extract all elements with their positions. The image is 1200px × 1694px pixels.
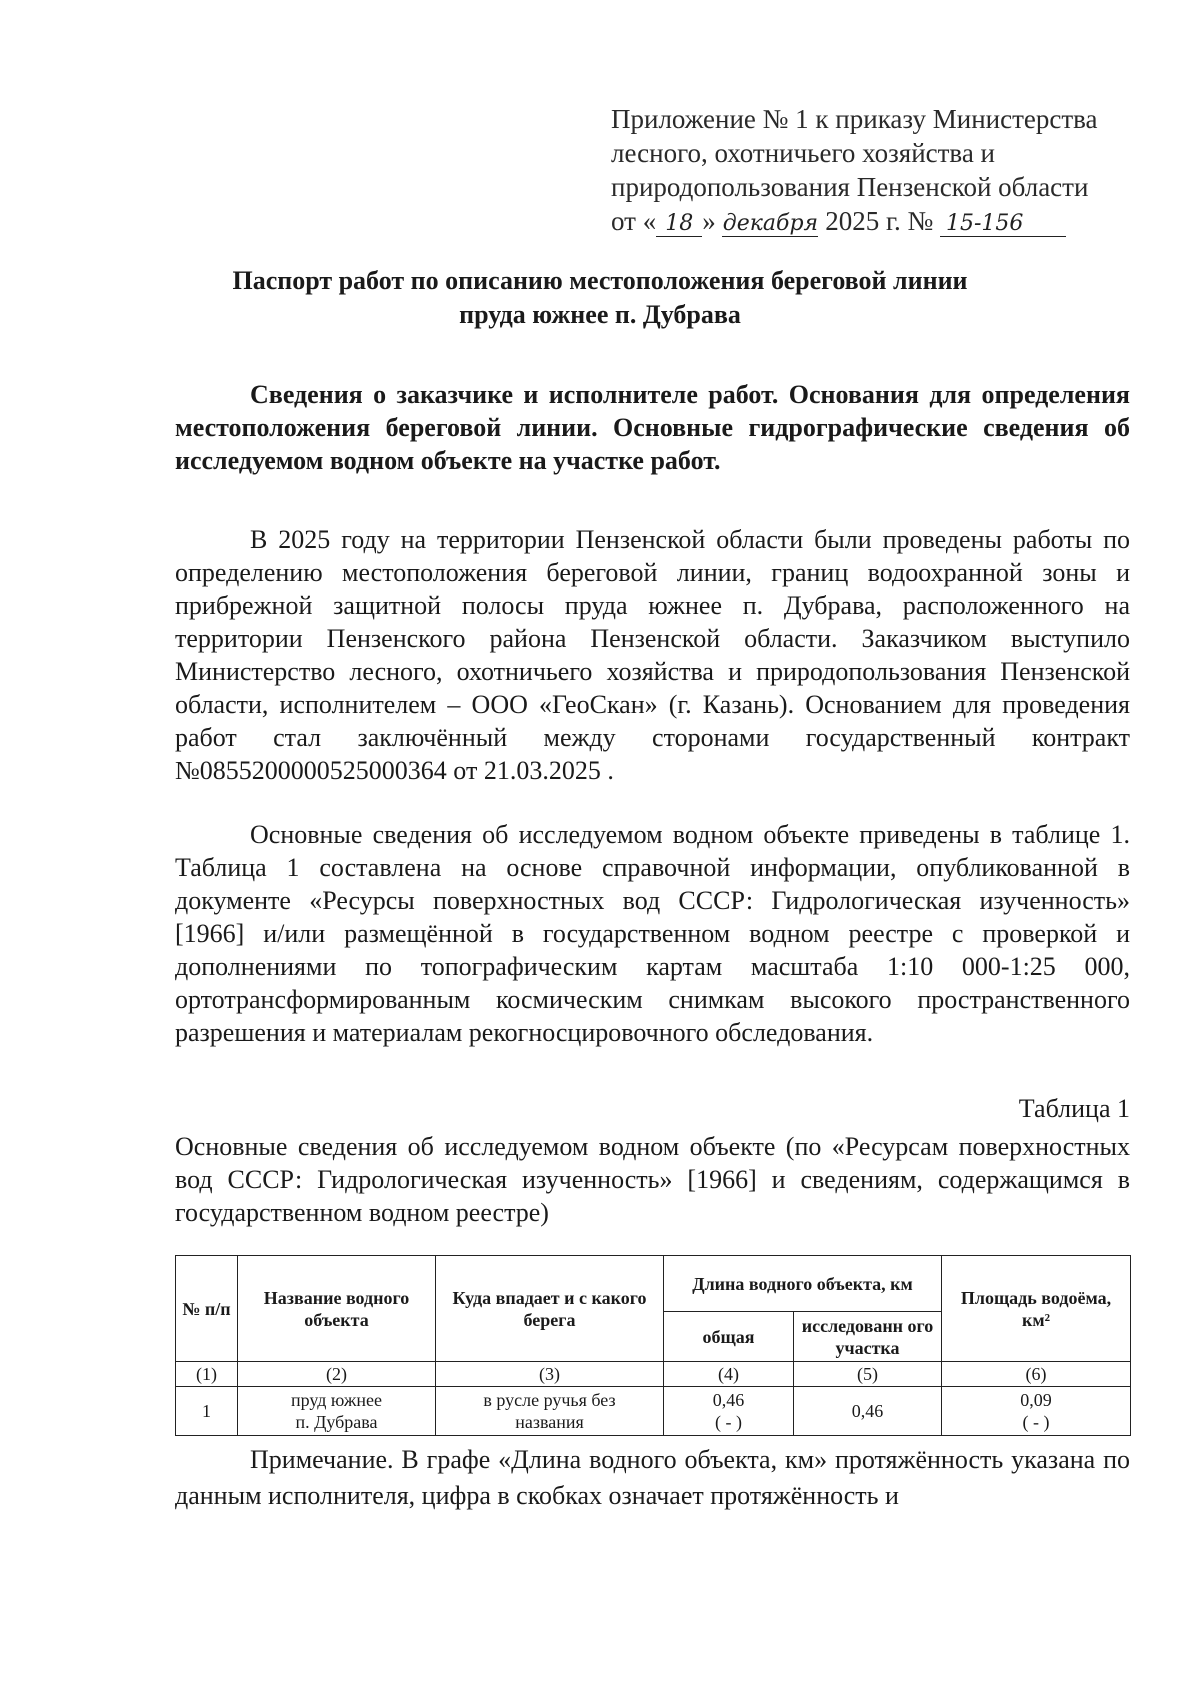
column-number: (6) — [942, 1362, 1131, 1387]
handwritten-month: декабря — [722, 211, 819, 236]
table-row — [176, 1387, 1131, 1436]
note-paragraph: Примечание. В графе «Длина водного объекта, км» протяжённость указана по данным исполнителя, цифра в скобках означает протяжённость и — [175, 1445, 1130, 1510]
cell-length-total-reference: ( - ) — [715, 1412, 742, 1432]
section-heading: Сведения о заказчике и исполнителе работ. Основания для определения местоположения береговой линии. Основные гидрографические сведения об исследуемом водном объекте на участке работ. — [175, 380, 1130, 475]
document-title — [160, 264, 1040, 332]
cell-length-surveyed: 0,46 — [794, 1387, 942, 1436]
date-quote: » — [702, 206, 716, 236]
header-name: Название водного объекта — [238, 1256, 436, 1362]
column-number: (4) — [664, 1362, 794, 1387]
appendix-line-2: лесного, охотничьего хозяйства и — [611, 138, 995, 168]
date-prefix: от « — [611, 206, 657, 236]
header-length-total: общая — [664, 1312, 794, 1362]
paragraph-customer-info: В 2025 году на территории Пензенской области были проведены работы по определению местоположения береговой линии, границ водоохранной зоны и прибрежной защитной полосы пруда южнее п. Дубрава, расположенного на территории Пензенского района Пензенской области. Заказчиком выступило Министерство лесного, охотничьего хозяйства и природопользования Пензенской области, исполнителем – ООО «ГеоСкан» (г. Казань). Основанием для проведения работ стал заключённый между сторонами государственный контракт №0855200000525000364 от 21.03.2025 . — [175, 525, 1130, 785]
cell-length-total-value: 0,46 — [712, 1390, 745, 1410]
date-year: 2025 г. № — [825, 206, 934, 236]
header-length-surveyed: исследованн ого участка — [794, 1312, 942, 1362]
column-number: (1) — [176, 1362, 238, 1387]
paragraph-table-source: Основные сведения об исследуемом водном объекте приведены в таблице 1. Таблица 1 составлена на основе справочной информации, опубликованной в документе «Ресурсы поверхностных вод СССР: Гидрологическая изученность» [1966] и/или размещённой в государственном водном реестре с проверкой и дополнениями по топографическим картам масштаба 1:10 000-1:25 000, ортотрансформированным космическим снимкам высокого пространственного разрешения и материалам рекогносцировочного обследования. — [175, 820, 1130, 1047]
handwritten-order-number: 15-156 — [940, 212, 1066, 237]
table-label: Таблица 1 — [1018, 1094, 1130, 1123]
cell-flows-line-1: в русле ручья без — [483, 1390, 616, 1410]
handwritten-day: 18 — [656, 212, 702, 237]
cell-length-total — [664, 1387, 794, 1436]
water-object-table — [175, 1255, 1131, 1436]
header-length: Длина водного объекта, км — [664, 1256, 942, 1312]
column-number: (5) — [794, 1362, 942, 1387]
column-number: (2) — [238, 1362, 436, 1387]
title-line-1: Паспорт работ по описанию местоположения береговой линии — [232, 266, 968, 295]
header-area: Площадь водоёма, км² — [942, 1256, 1131, 1362]
cell-flows-line-2: названия — [515, 1412, 584, 1432]
cell-name-line-2: п. Дубрава — [295, 1412, 378, 1432]
cell-name-line-1: пруд южнее — [291, 1390, 382, 1410]
table-caption: Основные сведения об исследуемом водном объекте (по «Ресурсам поверхностных вод СССР: Гидрологическая изученность» [1966] и сведениям, содержащимся в государственном водном реестре) — [175, 1132, 1130, 1227]
cell-flows-into — [436, 1387, 664, 1436]
cell-area — [942, 1387, 1131, 1436]
appendix-header — [611, 102, 1131, 238]
cell-num: 1 — [176, 1387, 238, 1436]
header-num: № п/п — [176, 1256, 238, 1362]
appendix-line-1: Приложение № 1 к приказу Министерства — [611, 104, 1098, 134]
header-flows-into: Куда впадает и с какого берега — [436, 1256, 664, 1362]
cell-name — [238, 1387, 436, 1436]
cell-area-value: 0,09 — [1020, 1390, 1052, 1410]
appendix-date-line — [611, 204, 1131, 238]
title-line-2: пруда южнее п. Дубрава — [459, 300, 741, 329]
cell-area-reference: ( - ) — [1022, 1412, 1050, 1432]
column-number: (3) — [436, 1362, 664, 1387]
appendix-line-3: природопользования Пензенской области — [611, 172, 1089, 202]
